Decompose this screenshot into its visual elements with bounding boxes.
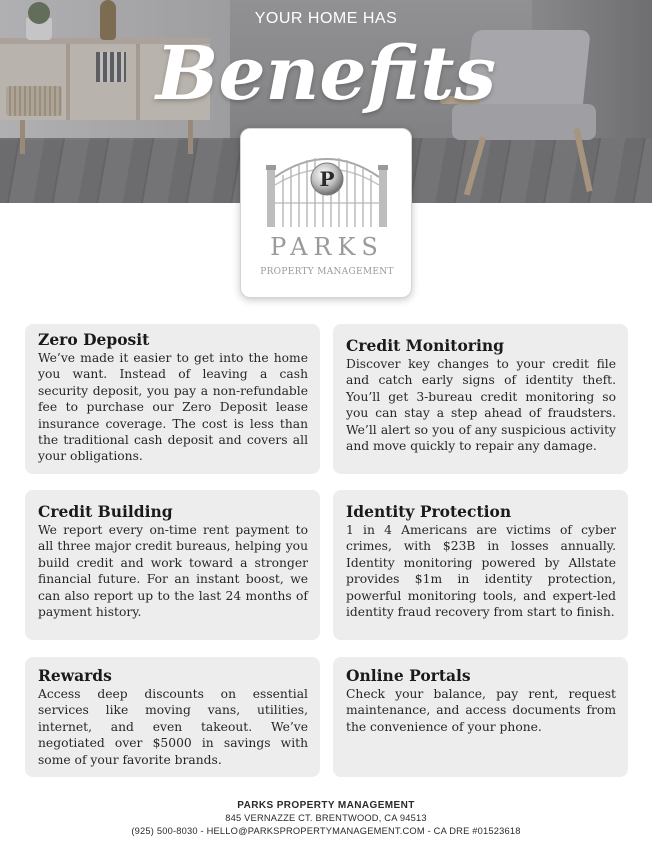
benefit-title: Online Portals <box>346 666 471 685</box>
footer-contact: (925) 500-8030 - HELLO@PARKSPROPERTYMANAGEMENT.COM - CA DRE #01523618 <box>131 825 521 836</box>
benefit-body: 1 in 4 Americans are victims of cyber crimes, with $23B in losses annually. Identity monitoring powered by Allstate provides $1m in identity protection, powerful monitoring tools, and expert-led identity fraud recovery from start to finish. <box>346 523 616 620</box>
benefit-card-identity-protection <box>333 490 628 640</box>
logo-monogram: P <box>319 167 335 191</box>
benefit-title: Zero Deposit <box>38 330 150 349</box>
logo-subtitle: PROPERTY MANAGEMENT <box>260 267 394 277</box>
hero-kicker: YOUR HOME HAS <box>254 10 398 27</box>
benefit-body: We report every on-time rent payment to all three major credit bureaus, helping you build credit and work toward a stronger financial future. For an instant boost, we can also report up to the last 24 months of payment history. <box>38 523 308 620</box>
benefit-body: We’ve made it easier to get into the home you want. Instead of leaving a cash security deposit, you pay a non-refundable fee to purchase our Zero Deposit lease insurance coverage. The cost is less than the traditional cash deposit and covers all your obligations. <box>38 351 308 464</box>
benefit-body: Check your balance, pay rent, request maintenance, and access documents from the convenience of your phone. <box>346 687 616 734</box>
benefit-title: Rewards <box>38 666 112 685</box>
logo-name: PARKS <box>270 233 384 261</box>
benefit-title: Credit Building <box>38 502 173 521</box>
footer <box>0 799 652 837</box>
benefit-body: Discover key changes to your credit file and catch early signs of identity theft. You’ll get 3-bureau credit monitoring so you can stay a step ahead of fraudsters. We’ll alert so you of any suspicious activity and move quickly to repair any damage. <box>346 357 616 454</box>
benefit-title: Identity Protection <box>346 502 512 521</box>
benefit-card-rewards <box>25 657 320 777</box>
benefit-title: Credit Monitoring <box>346 336 504 355</box>
benefit-body: Access deep discounts on essential services like moving vans, utilities, internet, and even takeout. We’ve negotiated over $5000 in savings with some of your favorite brands. <box>38 687 308 767</box>
footer-company: PARKS PROPERTY MANAGEMENT <box>237 800 415 811</box>
gate-logo-icon <box>263 145 391 229</box>
benefit-card-online-portals <box>333 657 628 777</box>
footer-address: 845 VERNAZZE CT. BRENTWOOD, CA 94513 <box>225 813 427 823</box>
benefit-card-zero-deposit <box>25 324 320 474</box>
benefit-card-credit-monitoring <box>333 324 628 474</box>
hero-title: Benefits <box>155 31 497 117</box>
company-logo <box>240 128 412 298</box>
benefit-card-credit-building <box>25 490 320 640</box>
